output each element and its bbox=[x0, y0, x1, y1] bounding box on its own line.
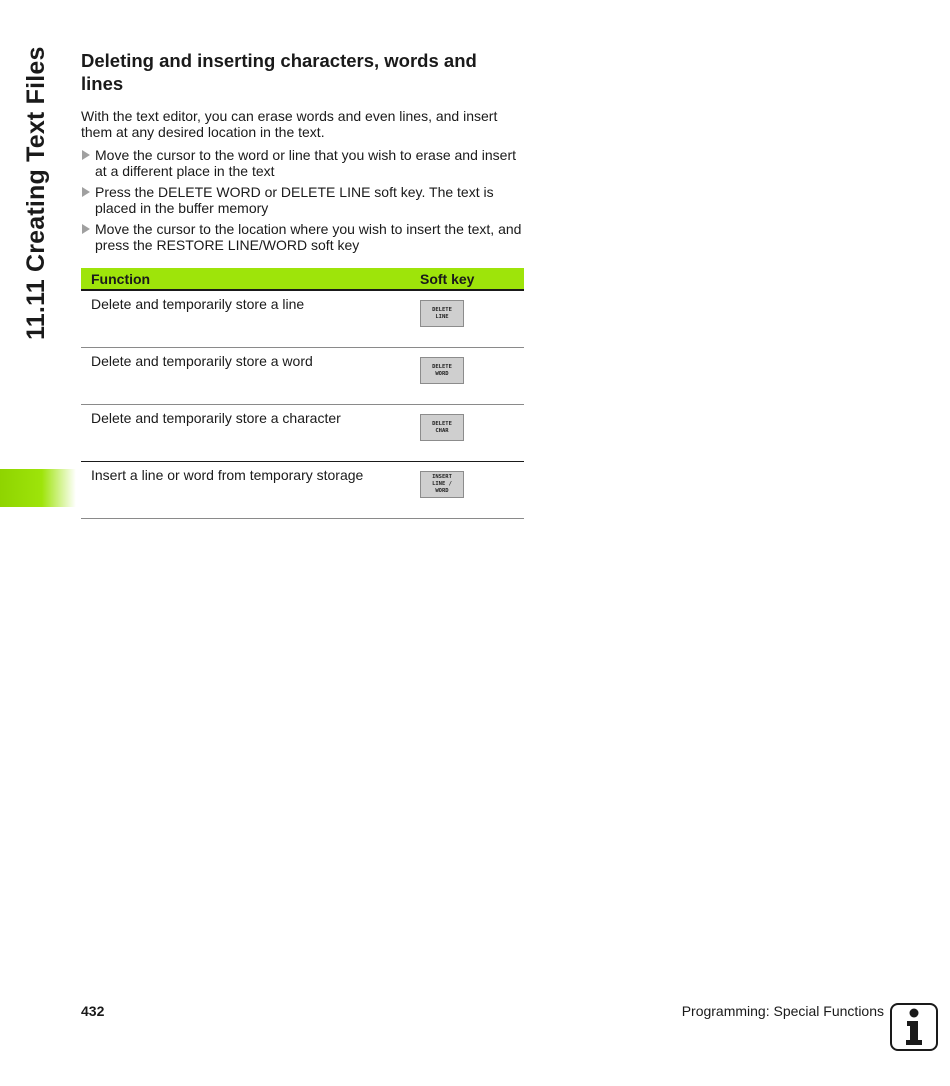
softkey-label-line: LINE bbox=[435, 313, 449, 320]
step-text: Move the cursor to the word or line that you wish to erase and insert at a different place in the text bbox=[95, 147, 516, 179]
softkey-label-line: WORD bbox=[435, 370, 449, 377]
function-cell: Insert a line or word from temporary storage bbox=[81, 462, 420, 519]
step-item bbox=[81, 147, 524, 179]
step-item bbox=[81, 221, 524, 253]
header-function: Function bbox=[81, 268, 420, 290]
chapter-tab-marker bbox=[0, 469, 76, 507]
softkey-cell bbox=[420, 462, 524, 519]
delete-line-softkey bbox=[420, 300, 464, 327]
softkey-cell bbox=[420, 405, 524, 462]
softkey-label-line: LINE / bbox=[432, 481, 452, 487]
page-number: 432 bbox=[81, 1003, 105, 1019]
step-text: Press the DELETE WORD or DELETE LINE soft key. The text is placed in the buffer memory bbox=[95, 184, 494, 216]
main-content bbox=[81, 49, 524, 519]
step-text: Move the cursor to the location where you wish to insert the text, and press the RESTORE LINE/WORD soft key bbox=[95, 221, 522, 253]
table-row bbox=[81, 462, 524, 519]
function-cell: Delete and temporarily store a word bbox=[81, 348, 420, 405]
function-cell: Delete and temporarily store a character bbox=[81, 405, 420, 462]
step-list bbox=[81, 147, 524, 253]
step-arrow-icon bbox=[82, 187, 90, 197]
info-icon bbox=[890, 1003, 938, 1051]
softkey-cell bbox=[420, 290, 524, 348]
function-cell: Delete and temporarily store a line bbox=[81, 290, 420, 348]
softkey-cell bbox=[420, 348, 524, 405]
info-glyph bbox=[899, 1007, 929, 1047]
step-arrow-icon bbox=[82, 150, 90, 160]
softkey-label-line: DELETE bbox=[432, 306, 452, 313]
insert-line-word-softkey bbox=[420, 471, 464, 498]
softkey-label-line: DELETE bbox=[432, 420, 452, 427]
table-row bbox=[81, 348, 524, 405]
chapter-side-title: 11.11 Creating Text Files bbox=[22, 46, 50, 340]
table-header-row bbox=[81, 268, 524, 290]
table-row bbox=[81, 290, 524, 348]
step-arrow-icon bbox=[82, 224, 90, 234]
intro-paragraph: With the text editor, you can erase words and even lines, and insert them at any desired location in the text. bbox=[81, 108, 498, 140]
delete-char-softkey bbox=[420, 414, 464, 441]
softkey-label-line: INSERT bbox=[432, 474, 452, 480]
softkey-label-line: CHAR bbox=[435, 427, 449, 434]
footer-section-title: Programming: Special Functions bbox=[681, 1003, 884, 1019]
section-heading: Deleting and inserting characters, words and lines bbox=[81, 50, 477, 94]
delete-word-softkey bbox=[420, 357, 464, 384]
header-softkey: Soft key bbox=[420, 268, 524, 290]
softkey-table bbox=[81, 268, 524, 519]
step-item bbox=[81, 184, 524, 216]
table-row bbox=[81, 405, 524, 462]
softkey-label-line: WORD bbox=[435, 488, 449, 494]
softkey-label-line: DELETE bbox=[432, 363, 452, 370]
